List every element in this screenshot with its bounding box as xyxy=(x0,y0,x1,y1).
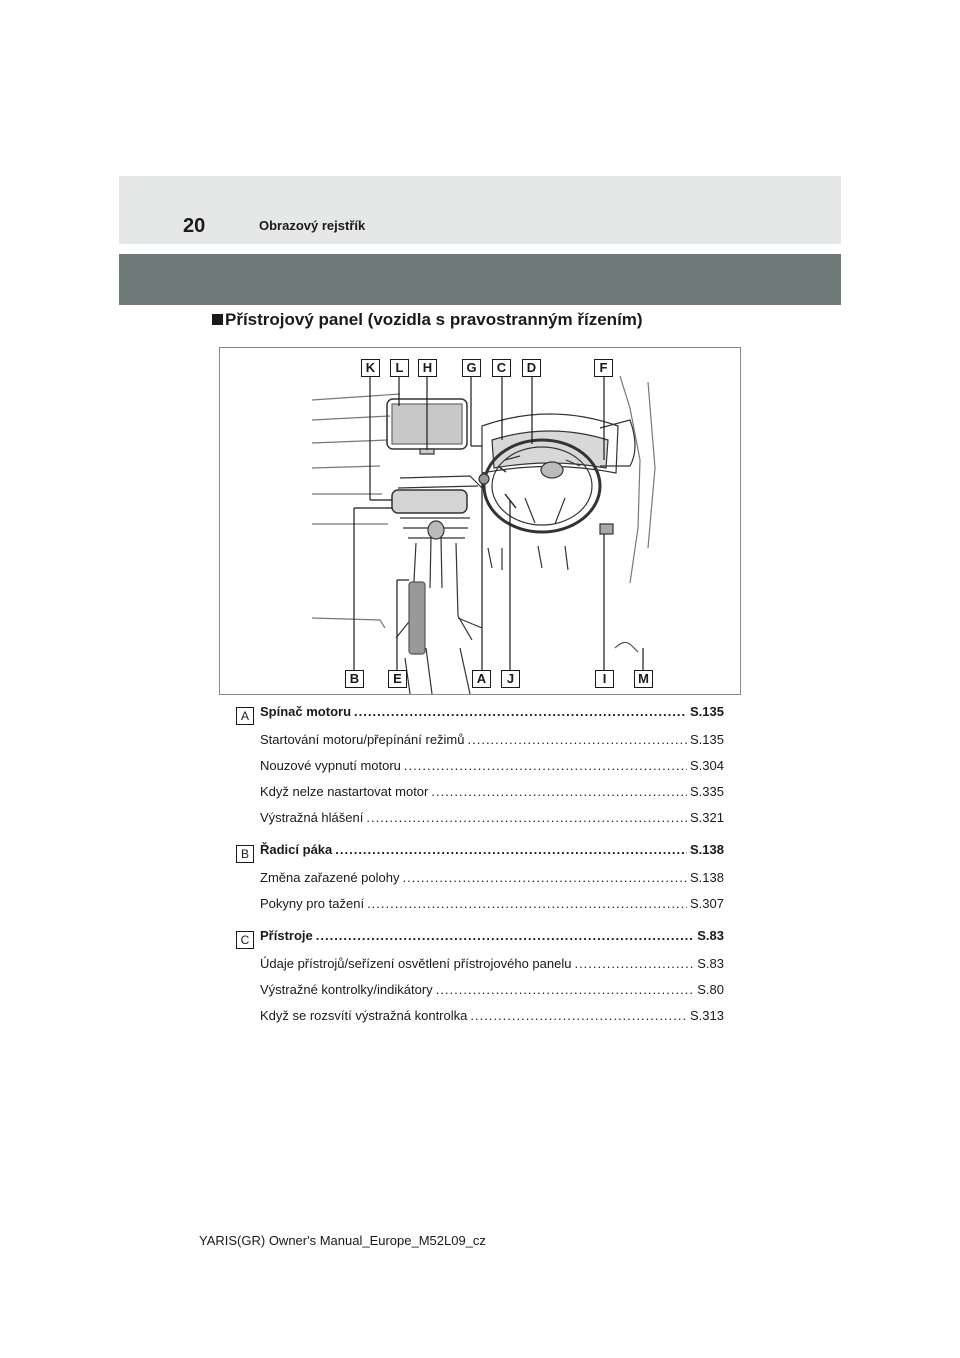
leader-dots xyxy=(404,758,687,773)
index-row[interactable] xyxy=(236,1008,724,1034)
callout-l: L xyxy=(390,359,409,377)
index-row-label: Nouzové vypnutí motoru xyxy=(260,758,401,773)
callout-h: H xyxy=(418,359,437,377)
index-row[interactable] xyxy=(236,956,724,982)
leader-dots xyxy=(402,870,687,885)
index-row-page: S.83 xyxy=(697,928,724,943)
callout-f: F xyxy=(594,359,613,377)
index-row-label: Když nelze nastartovat motor xyxy=(260,784,429,799)
callout-i: I xyxy=(595,670,614,688)
leader-dots xyxy=(468,732,688,747)
index-row-page: S.135 xyxy=(690,732,724,747)
leader-dots xyxy=(470,1008,687,1023)
callout-e: E xyxy=(388,670,407,688)
entry-badge: A xyxy=(236,707,254,725)
callout-g: G xyxy=(462,359,481,377)
index-row-label: Pokyny pro tažení xyxy=(260,896,365,911)
index-row-page: S.313 xyxy=(690,1008,724,1023)
leader-dots xyxy=(316,928,695,943)
index-row-page: S.307 xyxy=(690,896,724,911)
index-row-page: S.83 xyxy=(697,956,724,971)
leader-dots xyxy=(574,956,694,971)
index-row[interactable] xyxy=(236,732,724,758)
index-row-label: Když se rozsvítí výstražná kontrolka xyxy=(260,1008,468,1023)
index-row-label: Údaje přístrojů/seřízení osvětlení přístrojového panelu xyxy=(260,956,572,971)
leader-dots xyxy=(431,784,687,799)
index-row[interactable] xyxy=(236,842,724,870)
index-row-page: S.138 xyxy=(690,870,724,885)
callout-m: M xyxy=(634,670,653,688)
footer-text: YARIS(GR) Owner's Manual_Europe_M52L09_cz xyxy=(199,1233,486,1248)
header-title: Obrazový rejstřík xyxy=(259,218,366,233)
entry-b xyxy=(236,842,724,922)
index-row-page: S.80 xyxy=(697,982,724,997)
index-row[interactable] xyxy=(236,704,724,732)
section-heading-text: Přístrojový panel (vozidla s pravostranným řízením) xyxy=(225,310,643,329)
leader-dots xyxy=(335,842,687,857)
page-number: 20 xyxy=(183,215,206,237)
header-band xyxy=(119,176,841,244)
index-row-label: Výstražná hlášení xyxy=(260,810,364,825)
index-row[interactable] xyxy=(236,784,724,810)
callout-b: B xyxy=(345,670,364,688)
dashboard-figure xyxy=(219,347,741,695)
index-row[interactable] xyxy=(236,810,724,836)
entry-a xyxy=(236,704,724,836)
index-row-page: S.135 xyxy=(690,704,724,719)
index-row-page: S.304 xyxy=(690,758,724,773)
index-row-label: Výstražné kontrolky/indikátory xyxy=(260,982,433,997)
index-row-page: S.138 xyxy=(690,842,724,857)
entry-badge: C xyxy=(236,931,254,949)
index-row-label: Řadicí páka xyxy=(260,842,333,857)
index-row-label: Přístroje xyxy=(260,928,313,943)
section-heading xyxy=(212,310,643,330)
section-bar xyxy=(119,254,841,305)
entry-badge: B xyxy=(236,845,254,863)
callout-d: D xyxy=(522,359,541,377)
entry-c xyxy=(236,928,724,1034)
index-row[interactable] xyxy=(236,896,724,922)
index-row-label: Spínač motoru xyxy=(260,704,352,719)
leader-dots xyxy=(367,896,687,911)
callout-k: K xyxy=(361,359,380,377)
index-row-page: S.335 xyxy=(690,784,724,799)
index-row[interactable] xyxy=(236,870,724,896)
index-row-page: S.321 xyxy=(690,810,724,825)
index-row[interactable] xyxy=(236,928,724,956)
leader-dots xyxy=(366,810,687,825)
index-row[interactable] xyxy=(236,982,724,1008)
callout-c: C xyxy=(492,359,511,377)
leader-dots xyxy=(436,982,695,997)
index-row-label: Změna zařazené polohy xyxy=(260,870,400,885)
callout-j: J xyxy=(501,670,520,688)
leader-dots xyxy=(354,704,687,719)
index-row[interactable] xyxy=(236,758,724,784)
heading-square-icon xyxy=(212,314,223,325)
index-row-label: Startování motoru/přepínání režimů xyxy=(260,732,465,747)
index-entries xyxy=(236,704,724,1034)
dashboard-illustration xyxy=(220,348,740,694)
callout-a: A xyxy=(472,670,491,688)
